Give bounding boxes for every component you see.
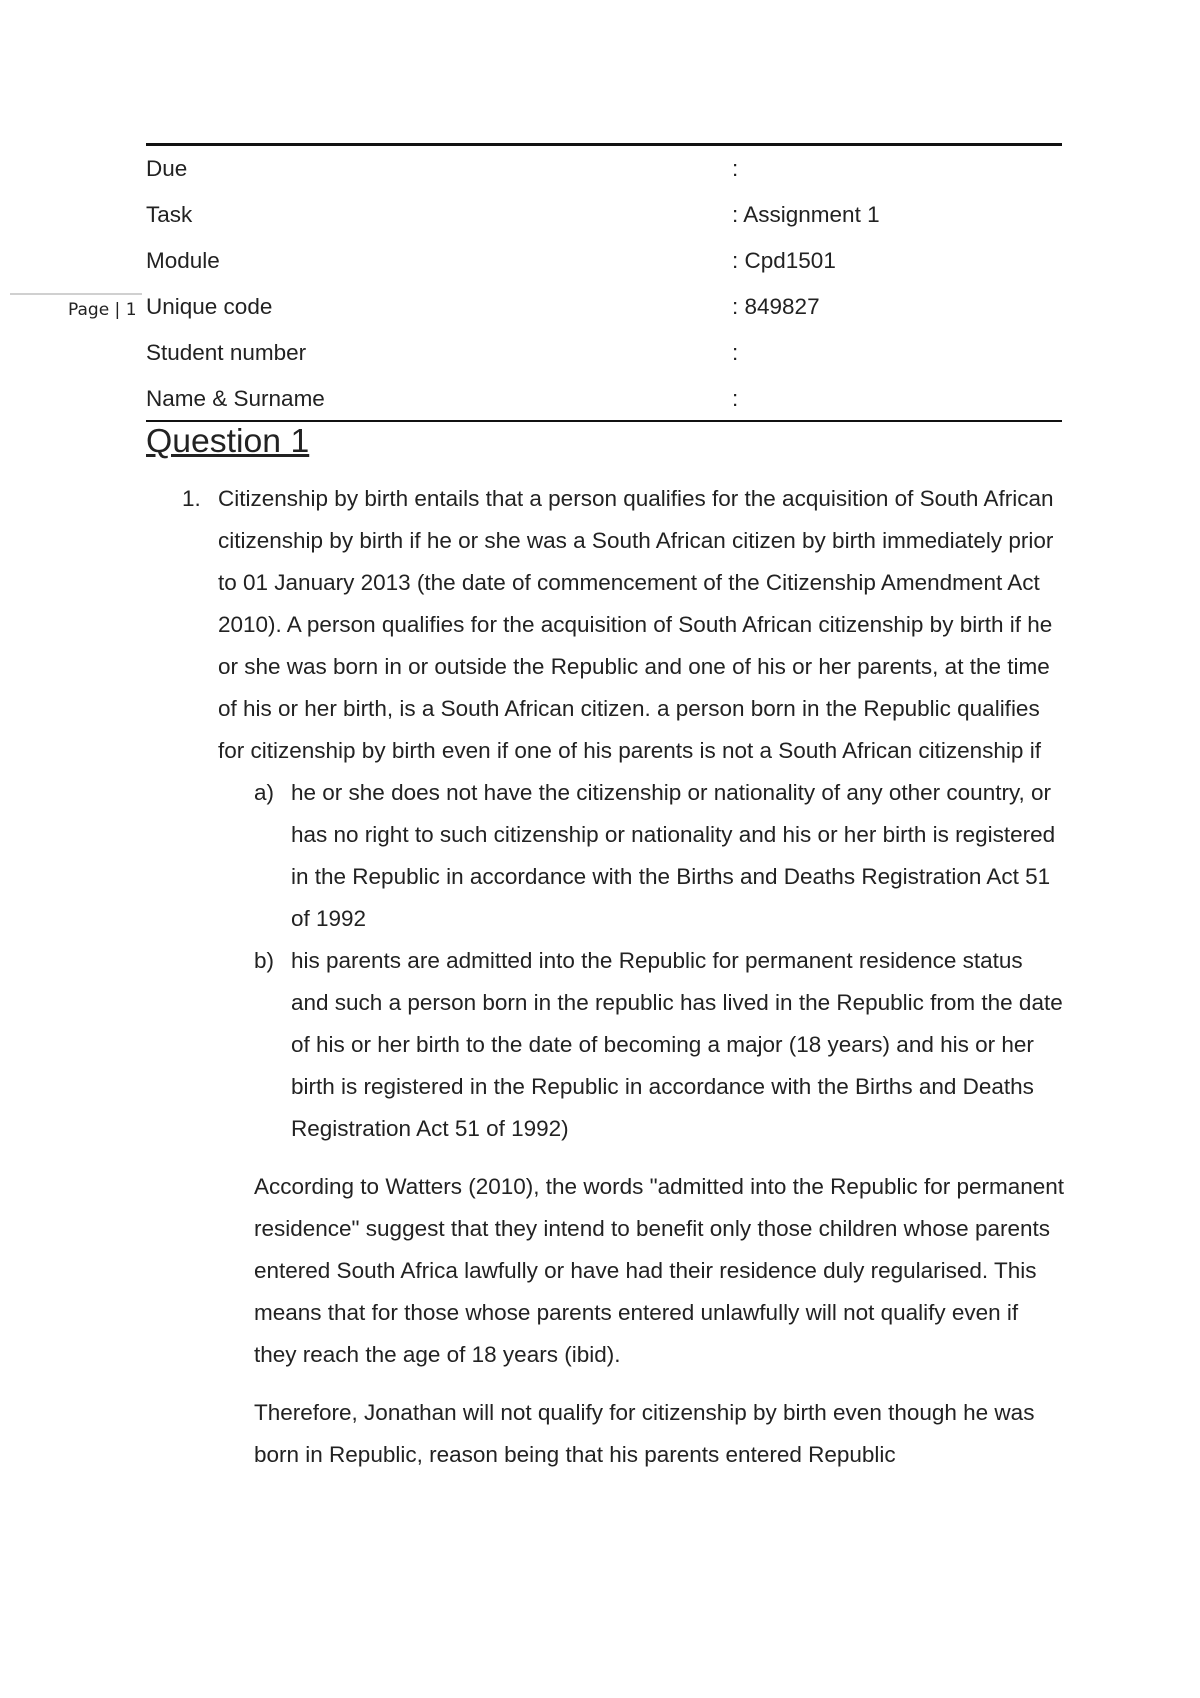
- sub-list-marker: b): [254, 948, 275, 973]
- header-label: Unique code: [146, 294, 273, 319]
- header-value: :: [732, 156, 739, 181]
- header-label: Name & Surname: [146, 386, 325, 411]
- sub-list-text: his parents are admitted into the Republic for permanent residence status and such a person born in the republic has lived in the Republic from the date of his or her birth to the date of becoming a major (18 years) and his or her birth is registered in the Republic in accordance with the Births and Deaths Registration Act 51 of 1992): [291, 948, 1063, 1141]
- sub-list-item-b: [218, 940, 1066, 1150]
- header-row-due: [146, 146, 1062, 192]
- header-label: Module: [146, 248, 220, 273]
- header-value: : Cpd1501: [732, 248, 836, 273]
- header-value: : 849827: [732, 294, 820, 319]
- header-value: :: [732, 340, 739, 365]
- assignment-header-table: [146, 143, 1062, 422]
- document-body: [146, 420, 1066, 1476]
- margin-divider: [10, 293, 142, 295]
- header-value: :: [732, 386, 739, 411]
- header-value: : Assignment 1: [732, 202, 880, 227]
- sub-list-item-a: [218, 772, 1066, 940]
- sub-list-text: he or she does not have the citizenship or nationality of any other country, or has no right to such citizenship or nationality and his or her birth is registered in the Republic in accordance with the Births and Deaths Registration Act 51 of 1992: [291, 780, 1056, 931]
- header-label: Due: [146, 156, 188, 181]
- header-row-unique-code: [146, 284, 1062, 330]
- page-number-label: Page | 1: [68, 300, 137, 320]
- header-row-student-number: [146, 330, 1062, 376]
- header-label: Student number: [146, 340, 307, 365]
- body-paragraph: Therefore, Jonathan will not qualify for citizenship by birth even though he was born in Republic, reason being that his parents entered Republic: [254, 1400, 1035, 1467]
- sub-list-marker: a): [254, 780, 275, 805]
- header-row-task: [146, 192, 1062, 238]
- header-row-name-surname: [146, 376, 1062, 420]
- list-number: 1.: [182, 486, 201, 511]
- header-label: Task: [146, 202, 193, 227]
- question-list-item: [146, 478, 1066, 1150]
- list-item-text: Citizenship by birth entails that a person qualifies for the acquisition of South African citizenship by birth if he or she was a South African citizen by birth immediately prior to 01 January 2013 (the date of commencement of the Citizenship Amendment Act 2010). A person qualifies for the acquisition of South African citizenship by birth if he or she was born in or outside the Republic and one of his or her parents, at the time of his or her birth, is a South African citizen. a person born in the Republic qualifies for citizenship by birth even if one of his parents is not a South African citizenship if: [218, 486, 1054, 763]
- question-heading: Question 1: [146, 422, 310, 460]
- body-paragraph: According to Watters (2010), the words "admitted into the Republic for permanent residence" suggest that they intend to benefit only those children whose parents entered South Africa lawfully or have had their residence duly regularised. This means that for those whose parents entered unlawfully will not qualify even if they reach the age of 18 years (ibid).: [254, 1174, 1065, 1367]
- header-row-module: [146, 238, 1062, 284]
